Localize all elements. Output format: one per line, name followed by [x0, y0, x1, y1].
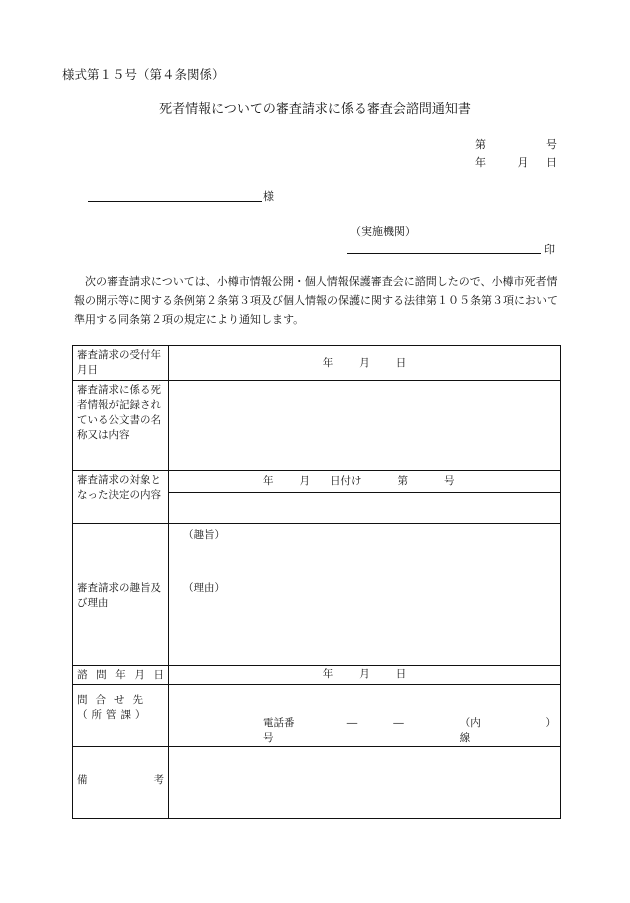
phone-dash-2: ― — [393, 717, 404, 729]
extension-close: ） — [545, 717, 556, 729]
decision-label: 審査請求の対象となった決定の内容 — [73, 471, 169, 524]
document-name-label: 審査請求に係る死者情報が記録されている公文書の名称又は内容 — [73, 381, 169, 471]
consult-year: 年 — [322, 668, 334, 680]
seal-mark: 印 — [544, 243, 555, 256]
remarks-label-1: 備 — [77, 774, 88, 786]
consult-date-label-text: 諮 問 年 月 日 — [77, 669, 164, 681]
addressee-line[interactable] — [88, 201, 262, 202]
consult-date-label — [73, 666, 169, 685]
notification-table — [72, 345, 561, 819]
issue-day: 日 — [546, 156, 557, 169]
purpose-subheading: （趣旨） — [183, 529, 225, 541]
remarks-label — [73, 747, 169, 819]
decision-go: 号 — [444, 475, 455, 487]
receipt-day: 日 — [395, 357, 407, 369]
contact-label — [73, 685, 169, 747]
receipt-month: 月 — [359, 357, 370, 369]
issue-month: 月 — [517, 156, 529, 169]
extension-open: （内線 — [459, 717, 481, 744]
document-number-dai: 第 — [475, 138, 486, 151]
document-number-block — [475, 136, 557, 172]
receipt-date-label: 審査請求の受付年月日 — [73, 346, 169, 381]
purpose-reason-field[interactable] — [169, 524, 561, 666]
decision-dai: 第 — [397, 475, 408, 487]
addressee-honorific: 様 — [263, 190, 274, 203]
notification-body: 次の審査請求については、小樽市情報公開・個人情報保護審査会に諮問したので、小樽市死者情報の開示等に関する条例第２条第３項及び個人情報の保護に関する法律第１０５条第３項において準用する同条第２項の規定により通知します。 — [74, 275, 558, 326]
decision-day-suffix: 日付け — [330, 475, 362, 487]
decision-reference-field[interactable] — [169, 471, 561, 493]
document-name-field[interactable] — [169, 381, 561, 471]
agency-name-line[interactable] — [347, 253, 541, 254]
consult-day: 日 — [395, 668, 407, 680]
contact-label-line1: 問合せ先 — [77, 694, 151, 706]
contact-field[interactable] — [169, 685, 561, 747]
consult-month: 月 — [359, 668, 370, 680]
form-number: 様式第１５号（第４条関係） — [62, 67, 225, 82]
contact-label-line2: （所管課） — [77, 709, 150, 721]
receipt-date-field[interactable] — [169, 346, 561, 381]
receipt-year: 年 — [322, 357, 334, 369]
reason-subheading: （理由） — [183, 582, 225, 594]
decision-year: 年 — [263, 475, 274, 487]
decision-month: 月 — [299, 475, 310, 487]
phone-dash-1: ― — [346, 717, 358, 729]
document-title: 死者情報についての審査請求に係る審査会諮問通知書 — [159, 102, 471, 117]
remarks-field[interactable] — [169, 747, 561, 819]
issue-year: 年 — [475, 156, 486, 169]
phone-label: 電話番号 — [263, 717, 295, 744]
decision-content-field[interactable] — [169, 493, 561, 524]
agency-label: （実施機関） — [350, 225, 416, 238]
document-number-go: 号 — [546, 138, 557, 151]
remarks-label-2: 考 — [153, 774, 164, 786]
consult-date-field[interactable] — [169, 666, 561, 685]
purpose-reason-label: 審査請求の趣旨及び理由 — [73, 524, 169, 666]
